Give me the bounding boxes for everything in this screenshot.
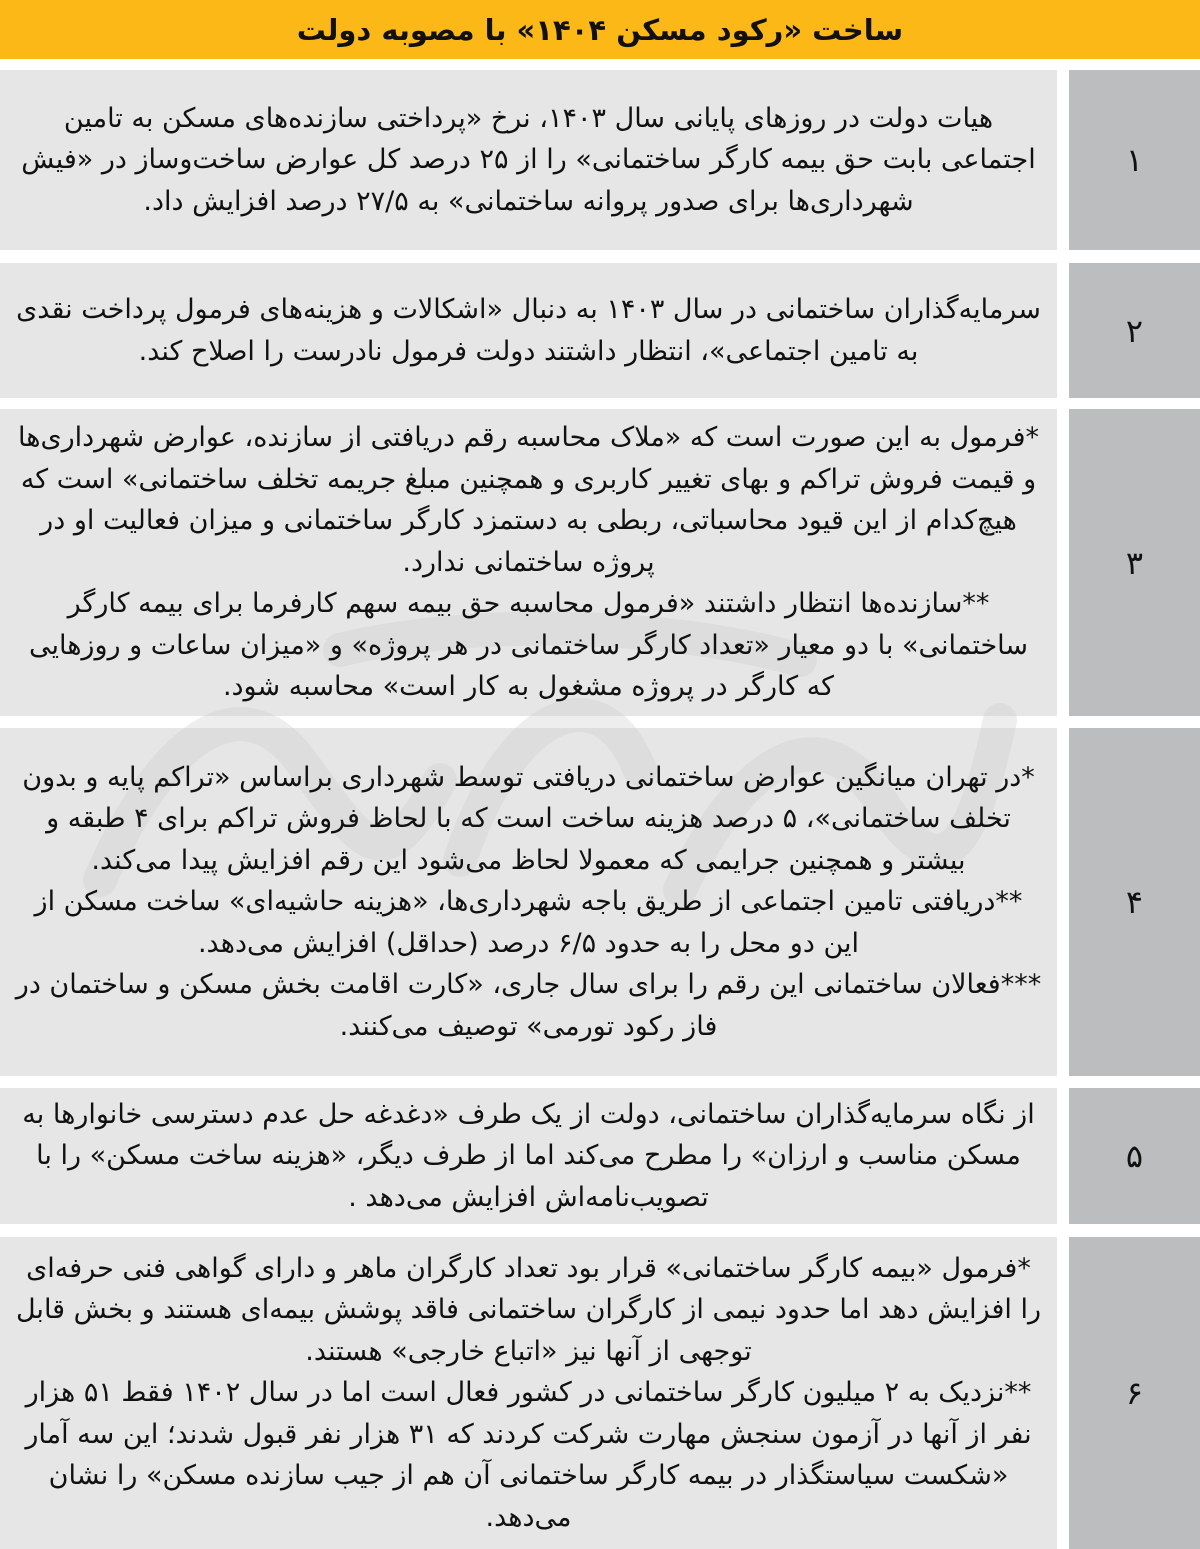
page-title: ساخت «رکود مسکن ۱۴۰۴» با مصوبه دولت [296, 12, 904, 47]
table-header [0, 0, 1200, 59]
table-row [0, 1237, 1200, 1549]
row-number-cell [1069, 1237, 1200, 1549]
row-number: ۱ [1125, 141, 1144, 179]
row-number: ۴ [1125, 883, 1144, 921]
row-number: ۳ [1125, 543, 1144, 582]
row-text [14, 1094, 1043, 1219]
row-text [14, 289, 1043, 372]
row-text-cell [0, 263, 1057, 398]
paragraph: *فرمول به این صورت است که «ملاک محاسبه رقم دریافتی از سازنده، عوارض شهرداری‌ها و قیمت فروش تراکم و بهای تغییر کاربری و همچنین مبلغ جریمه تخلف ساختمانی» است که هیچ‌کدام از این قیود محاسباتی، ربطی به دستمزد کارگر ساختمانی و میزان فعالیت او در پروژه ساختمانی ندارد. [17, 422, 1039, 578]
row-number-cell [1069, 263, 1200, 398]
row-number-cell [1069, 409, 1200, 716]
table-row [0, 70, 1200, 250]
row-text-cell [0, 409, 1057, 716]
paragraph: **سازنده‌ها انتظار داشتند «فرمول محاسبه حق بیمه سهم کارفرما برای بیمه کارگر ساختمانی» با دو معیار «تعداد کارگر ساختمانی در هر پروژه» و «میزان ساعات و روزهایی که کارگر در پروژه مشغول به کار است» محاسبه شود. [28, 588, 1029, 703]
row-number-cell [1069, 70, 1200, 250]
paragraph: *فرمول «بیمه کارگر ساختمانی» قرار بود تعداد کارگران ماهر و دارای گواهی فنی حرفه‌ای را افزایش دهد اما حدود نیمی از کارگران ساختمانی فاقد پوشش بیمه‌ای هستند و بخش قابل توجهی از آنها نیز «اتباع خارجی» هستند. [15, 1252, 1042, 1367]
row-text [14, 98, 1043, 223]
table-row [0, 1088, 1200, 1224]
row-text-cell [0, 728, 1057, 1076]
table-row [0, 728, 1200, 1076]
row-text-cell [0, 1237, 1057, 1549]
paragraph: هیات دولت در روزهای پایانی سال ۱۴۰۳، نرخ «پرداختی سازنده‌های مسکن به تامین اجتماعی بابت حق بیمه کارگر ساختمانی» را از ۲۵ درصد کل عوارض ساخت‌وساز در «فیش شهرداری‌ها برای صدور پروانه ساختمانی» به ۲۷/۵ درصد افزایش داد. [21, 102, 1036, 217]
table-row [0, 263, 1200, 398]
row-number: ۵ [1125, 1137, 1144, 1175]
row-text [14, 757, 1043, 1048]
paragraph: **نزدیک به ۲ میلیون کارگر ساختمانی در کشور فعال است اما در سال ۱۴۰۲ فقط ۵۱ هزار نفر از آنها در آزمون سنجش مهارت شرکت کردند که ۳۱ هزار نفر قبول شدند؛ این سه آمار «شکست سیاستگذار در بیمه کارگر ساختمانی آن هم از جیب سازنده مسکن» را نشان می‌دهد. [25, 1377, 1032, 1533]
row-text [14, 417, 1043, 708]
paragraph: ***فعالان ساختمانی این رقم را برای سال جاری، «کارت اقامت بخش مسکن و ساختمان در فاز رکود تورمی» توصیف می‌کنند. [15, 969, 1042, 1042]
row-text-cell [0, 70, 1057, 250]
paragraph: سرمایه‌گذاران ساختمانی در سال ۱۴۰۳ به دنبال «اشکالات و هزینه‌های فرمول پرداخت نقدی به تامین اجتماعی»، انتظار داشتند دولت فرمول نادرست را اصلاح کند. [16, 294, 1041, 367]
row-text [14, 1248, 1043, 1539]
row-number-cell [1069, 1088, 1200, 1224]
paragraph: *در تهران میانگین عوارض ساختمانی دریافتی توسط شهرداری براساس «تراکم پایه و بدون تخلف ساختمانی»، ۵ درصد هزینه ساخت است که با لحاظ فروش تراکم برای ۴ طبقه و بیشتر و همچنین جرایمی که معمولا لحاظ می‌شود این رقم افزایش پیدا می‌کند. [22, 761, 1035, 876]
paragraph: **دریافتی تامین اجتماعی از طریق باجه شهرداری‌ها، «هزینه حاشیه‌ای» ساخت مسکن از این دو محل را به حدود ۶/۵ درصد (حداقل) افزایش می‌دهد. [34, 886, 1023, 959]
row-number: ۶ [1125, 1374, 1144, 1412]
table-row [0, 409, 1200, 716]
row-number-cell [1069, 728, 1200, 1076]
paragraph: از نگاه سرمایه‌گذاران ساختمانی، دولت از یک طرف «دغدغه حل عدم دسترسی خانوارها به مسکن مناسب و ارزان» را مطرح می‌کند اما از طرف دیگر، «هزینه ساخت مسکن» را با تصویب‌نامه‌اش افزایش می‌دهد . [22, 1098, 1035, 1213]
row-number: ۲ [1125, 311, 1144, 350]
row-text-cell [0, 1088, 1057, 1224]
